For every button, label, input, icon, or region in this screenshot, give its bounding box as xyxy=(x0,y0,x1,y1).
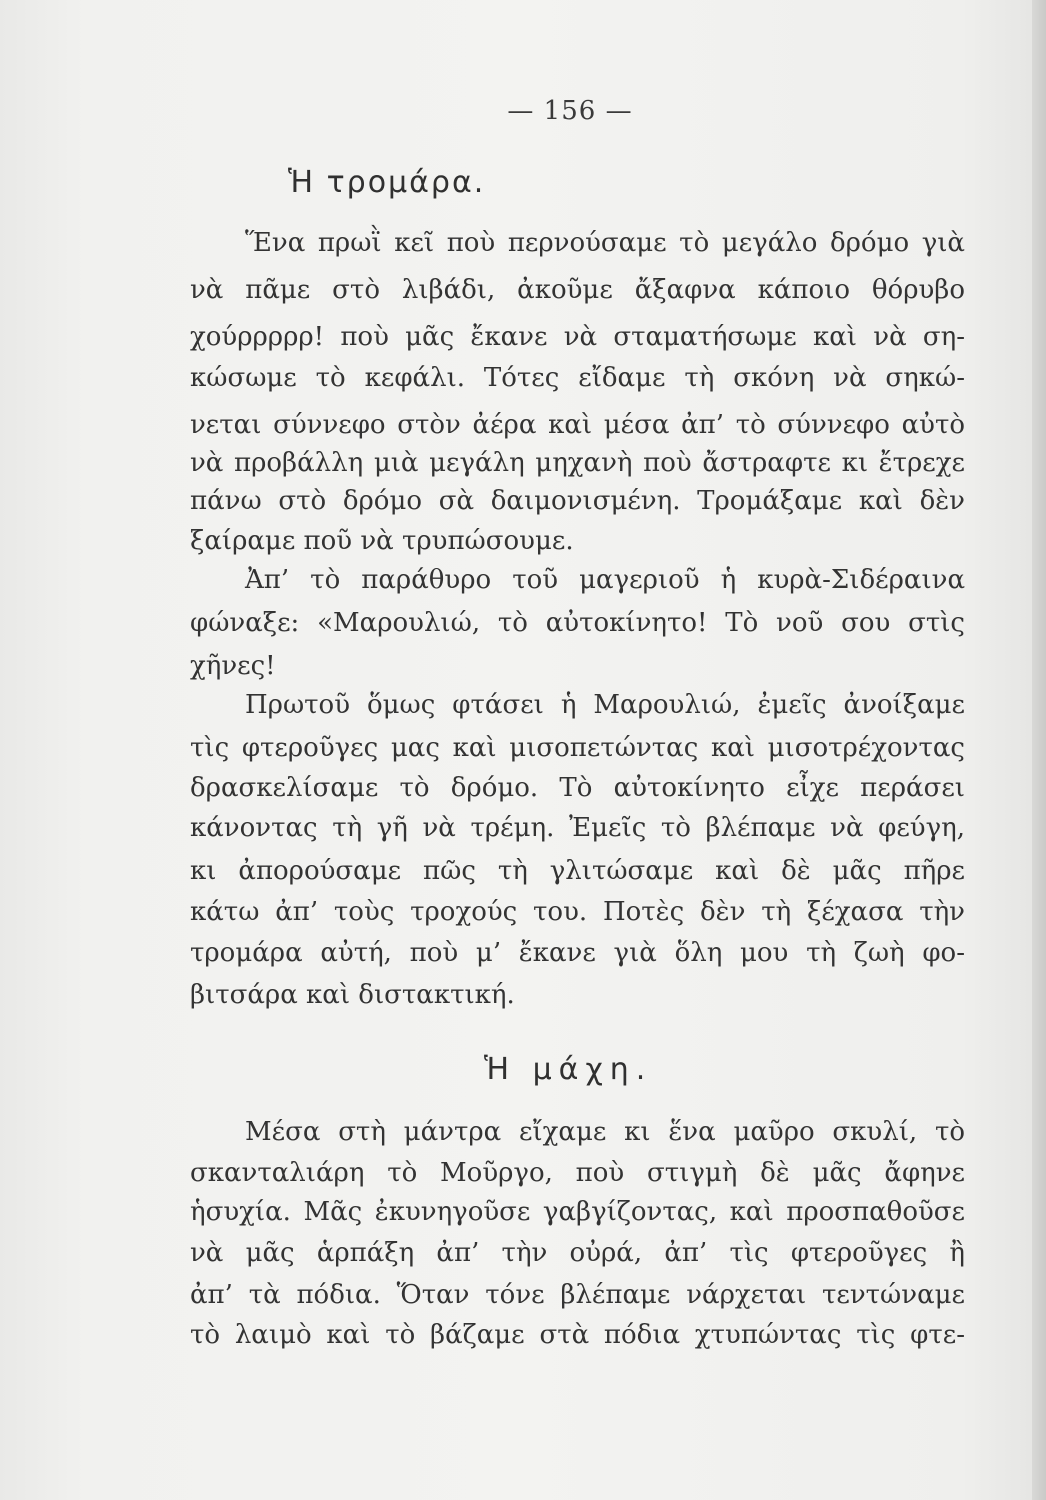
text-line: Ἕνα πρωῒ κεῖ ποὺ περνούσαμε τὸ μεγάλο δρόμο γιὰ xyxy=(245,228,965,258)
text-line: ξαίραμε ποῦ νὰ τρυπώσουμε. xyxy=(190,526,574,556)
book-spine-shadow xyxy=(1032,0,1046,1500)
text-line: νὰ πᾶμε στὸ λιβάδι, ἀκοῦμε ἄξαφνα κάποιο θόρυβο xyxy=(190,275,965,305)
page-number: — 156 — xyxy=(507,96,633,126)
text-line: χῆνες! xyxy=(190,651,276,681)
text-line: ἡσυχία. Μᾶς ἐκυνηγοῦσε γαβγίζοντας, καὶ προσπαθοῦσε xyxy=(190,1197,965,1227)
text-line: χούρρρρρ! ποὺ μᾶς ἔκανε νὰ σταματήσωμε καὶ νὰ ση- xyxy=(190,322,965,352)
text-line: νεται σύννεφο στὸν ἀέρα καὶ μέσα ἀπ’ τὸ σύννεφο αὐτὸ xyxy=(190,410,965,440)
text-line: τρομάρα αὐτή, ποὺ μ’ ἔκανε γιὰ ὅλη μου τὴ ζωὴ φο- xyxy=(190,938,965,968)
text-line: κι ἀπορούσαμε πῶς τὴ γλιτώσαμε καὶ δὲ μᾶς πῆρε xyxy=(190,856,965,886)
text-line: Μέσα στὴ μάντρα εἴχαμε κι ἕνα μαῦρο σκυλί, τὸ xyxy=(245,1117,965,1147)
text-line: σκανταλιάρη τὸ Μοῦργο, ποὺ στιγμὴ δὲ μᾶς ἄφηνε xyxy=(190,1158,965,1188)
text-line: Ἀπ’ τὸ παράθυρο τοῦ μαγεριοῦ ἡ κυρὰ-Σιδέραινα xyxy=(245,565,965,595)
section-title-mache: Ἡ μάχη. xyxy=(484,1052,653,1087)
text-line: Πρωτοῦ ὅμως φτάσει ἡ Μαρουλιώ, ἐμεῖς ἀνοίξαμε xyxy=(245,690,965,720)
text-line: κάνοντας τὴ γῆ νὰ τρέμη. Ἐμεῖς τὸ βλέπαμε νὰ φεύγη, xyxy=(190,813,965,843)
text-line: νὰ προβάλλη μιὰ μεγάλη μηχανὴ ποὺ ἄστραφτε κι ἔτρεχε xyxy=(190,448,965,478)
text-line: βιτσάρα καὶ διστακτική. xyxy=(190,980,515,1010)
text-line: κώσωμε τὸ κεφάλι. Τότες εἴδαμε τὴ σκόνη νὰ σηκώ- xyxy=(190,363,965,393)
section-title-tromara: Ἡ τρομάρα. xyxy=(288,165,486,200)
text-line: φώναξε: «Μαρουλιώ, τὸ αὐτοκίνητο! Τὸ νοῦ σου στὶς xyxy=(190,608,965,638)
text-line: κάτω ἀπ’ τοὺς τροχούς του. Ποτὲς δὲν τὴ ξέχασα τὴν xyxy=(190,897,965,927)
text-line: τὸ λαιμὸ καὶ τὸ βάζαμε στὰ πόδια χτυπώντας τὶς φτε- xyxy=(190,1320,965,1350)
text-line: τὶς φτεροῦγες μας καὶ μισοπετώντας καὶ μισοτρέχοντας xyxy=(190,733,965,763)
text-line: δρασκελίσαμε τὸ δρόμο. Τὸ αὐτοκίνητο εἶχε περάσει xyxy=(190,773,965,803)
text-line: πάνω στὸ δρόμο σὰ δαιμονισμένη. Τρομάξαμε καὶ δὲν xyxy=(190,486,965,516)
text-line: ἀπ’ τὰ πόδια. Ὅταν τόνε βλέπαμε νάρχεται τεντώναμε xyxy=(190,1280,965,1310)
text-line: νὰ μᾶς ἁρπάξη ἀπ’ τὴν οὐρά, ἀπ’ τὶς φτεροῦγες ἢ xyxy=(190,1238,965,1268)
